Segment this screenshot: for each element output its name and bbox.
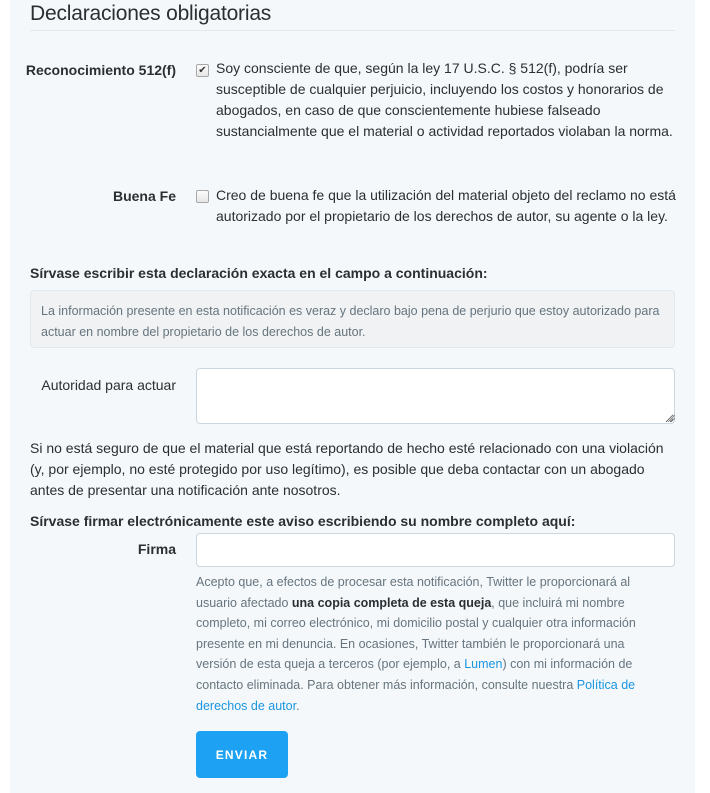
statement-instruction: Sírvase escribir esta declaración exacta en el campo a continuación:	[30, 265, 488, 281]
authority-label: Autoridad para actuar	[41, 377, 176, 393]
legal-text-4: .	[296, 698, 300, 713]
declarations-panel	[10, 0, 695, 793]
good-faith-text: Creo de buena fe que la utilización del material objeto del reclamo no está autorizado por el propietario de los derechos de autor, su agente o la ley.	[216, 187, 676, 224]
acknowledgement-512f-text: Soy consciente de que, según la ley 17 U.S.C. § 512(f), podría ser susceptible de cualquier perjuicio, incluyendo los costos y honorarios de abogados, en caso de que conscientemente hubiese falseado sustancialmente que el material o actividad reportados violaban la norma.	[216, 60, 673, 139]
legal-advice-text: Si no está seguro de que el material que está reportando de hecho esté relacionado con una violación (y, por ejemplo, no esté protegido por uso legítimo), es posible que deba contactar con un abogado antes de presentar una notificación ante nosotros.	[30, 440, 664, 498]
signature-input[interactable]	[196, 533, 675, 567]
good-faith-label: Buena Fe	[112, 188, 176, 204]
authority-textarea[interactable]	[196, 368, 675, 424]
legal-text-1: Acepto que, a efectos de procesar esta notificación, Twitter le proporcionará al usuario afectado	[196, 575, 631, 610]
legal-text-bold: una copia completa de esta queja	[291, 595, 492, 610]
legal-text-2: , que incluirá mi nombre completo, mi correo electrónico, mi domicilio postal y cualquier otra información presente en mi denuncia. En ocasiones, Twitter también le proporcionará una versión de esta queja a terceros (por ejemplo, a	[196, 595, 636, 672]
legal-text-3: ) con mi información de contacto eliminada. Para obtener más información, consulte nuestra	[196, 657, 633, 692]
legal-notice	[196, 572, 666, 716]
copyright-policy-link[interactable]: Política de derechos de autor	[196, 677, 636, 713]
acknowledgement-512f-checkbox[interactable]	[196, 64, 209, 77]
submit-button[interactable]: ENVIAR	[196, 731, 288, 778]
good-faith-checkbox[interactable]	[196, 190, 209, 203]
section-title: Declaraciones obligatorias	[30, 2, 272, 25]
statement-quote: La información presente en esta notificación es veraz y declaro bajo pena de perjurio que estoy autorizado para actuar en nombre del propietario de los derechos de autor.	[30, 290, 675, 348]
signature-instruction: Sírvase firmar electrónicamente este aviso escribiendo su nombre completo aquí:	[30, 513, 576, 529]
lumen-link[interactable]: Lumen	[464, 657, 503, 672]
acknowledgement-512f-label: Reconocimiento 512(f)	[25, 62, 176, 78]
checkmark-icon: ✔	[198, 64, 207, 76]
signature-label: Firma	[137, 541, 176, 557]
title-divider	[30, 30, 675, 31]
